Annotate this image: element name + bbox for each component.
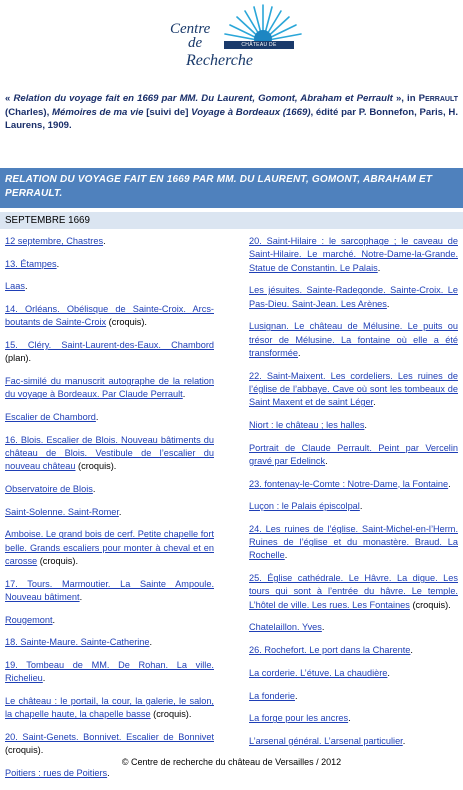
list-item (5, 731, 214, 758)
entry-link[interactable]: 20. Saint-Hilaire : le sarcophage ; le caveau de Saint-Hilaire. Le marché. Notre-Dame-la-Grande. Statue de Constantin. Le Palais (249, 236, 458, 273)
list-item (5, 659, 214, 686)
entry-suffix: . (92, 483, 96, 494)
entry-link[interactable]: Chatelaillon. Yves (249, 622, 322, 633)
list-item (249, 644, 458, 657)
list-item (5, 411, 214, 424)
entry-suffix: . (42, 673, 46, 684)
entry-suffix: . (377, 262, 381, 273)
list-item (249, 442, 458, 469)
section-band (0, 212, 463, 229)
entry-suffix: . (387, 667, 390, 678)
list-item (249, 370, 458, 410)
entry-link[interactable]: Fac-similé du manuscrit autographe de la relation du voyage à Bordeaux. Par Claude Perrault (5, 376, 214, 400)
entry-link[interactable]: 13. Étampes (5, 258, 57, 269)
entry-suffix: . (103, 236, 106, 246)
logo-text-centre: Centre (170, 21, 211, 37)
entry-suffix: . (24, 281, 28, 292)
list-item (5, 339, 214, 366)
list-item (249, 478, 458, 491)
entry-link[interactable]: 19. Tombeau de MM. De Rohan. La ville. Richelieu (5, 660, 214, 684)
entry-suffix: . (325, 455, 328, 466)
entry-link[interactable]: 14. Orléans. Obélisque de Sainte-Croix. Arcs-boutants de Sainte-Croix (5, 304, 214, 328)
entry-suffix: . (402, 735, 406, 746)
entry-link[interactable]: La fonderie (249, 690, 295, 701)
entry-suffix: . (79, 591, 83, 602)
citation-close-quote: », in (392, 93, 419, 104)
entry-link[interactable]: Le château : le portail, la cour, la galerie, le salon, la chapelle haute, la chapelle basse (5, 695, 214, 720)
list-item (5, 636, 214, 649)
section-heading: SEPTEMBRE 1669 (5, 215, 90, 226)
entry-suffix: . (321, 622, 325, 633)
logo (158, 3, 308, 71)
entry-suffix: . (52, 614, 56, 625)
entry-suffix: (plan). (5, 353, 32, 364)
sunburst-emblem-icon (218, 3, 308, 45)
list-item (5, 614, 214, 627)
entry-link[interactable]: 24. Les ruines de l’église. Saint-Michel-en-l’Herm. Ruines de l’église et du monastère. Braud. La Rochelle (249, 523, 458, 561)
list-item (249, 235, 458, 275)
entry-suffix: . (149, 637, 153, 648)
citation-voyage-title: Voyage à Bordeaux (1669) (191, 106, 311, 118)
entry-link[interactable]: Lusignan. Le château de Mélusine. Le puits ou trésor de Mélusine. La fontaine où elle a été transformée (249, 321, 458, 358)
entry-link[interactable]: 20. Saint-Genets. Bonnivet. Escalier de Bonnivet (5, 731, 214, 742)
list-item (249, 419, 458, 432)
entry-link[interactable]: Niort : le château ; les halles (249, 419, 365, 430)
entry-link[interactable]: Observatoire de Blois (5, 483, 93, 494)
list-item (5, 303, 214, 330)
citation-suivi: [suivi de] (143, 106, 192, 118)
citation-open-quote: « (5, 93, 14, 104)
entry-link[interactable]: 12 septembre, Chastres (5, 236, 104, 246)
entry-link[interactable]: La forge pour les ancres (249, 713, 349, 724)
entry-suffix: . (448, 478, 451, 489)
citation-book-title: Mémoires de ma vie (52, 106, 144, 118)
entry-link[interactable]: Saint-Solenne. Saint-Romer (5, 506, 119, 517)
list-item (249, 500, 458, 513)
entry-suffix: (croquis). (106, 317, 147, 328)
list-item (5, 258, 214, 271)
entry-link[interactable]: 26. Rochefort. Le port dans la Charente (249, 645, 411, 656)
list-item (5, 235, 214, 248)
entry-suffix: . (410, 645, 413, 656)
logo-band: CHÂTEAU DE VERSAILLES (224, 41, 294, 49)
entry-link[interactable]: Rougemont (5, 614, 53, 625)
citation-author-first: (Charles), (5, 106, 53, 118)
entry-suffix: . (107, 767, 110, 778)
entry-link[interactable]: Portrait de Claude Perrault. Peint par Vercelin gravé par Edelinck (249, 442, 458, 466)
entry-suffix: (croquis). (150, 709, 192, 720)
list-item (249, 572, 458, 612)
citation-title: Relation du voyage fait en 1669 par MM. Du Laurent, Gomont, Abraham et Perrault (13, 93, 393, 104)
entry-suffix: . (373, 397, 376, 408)
entry-link[interactable]: Les jésuites. Sainte-Radegonde. Sainte-Croix. Le Pas-Dieu. Saint-Jean. Les Arènes (249, 285, 458, 309)
entry-suffix: (croquis). (5, 745, 44, 756)
entry-link[interactable]: 18. Sainte-Maure. Sainte-Catherine (5, 637, 150, 648)
list-item (5, 375, 214, 402)
list-item (5, 695, 214, 722)
title-band (0, 168, 463, 208)
entry-suffix: . (359, 501, 363, 512)
page-title: RELATION DU VOYAGE FAIT EN 1669 PAR MM. DU LAURENT, GOMONT, ABRAHAM ET PERRAULT. (5, 174, 433, 199)
entry-suffix: . (364, 419, 367, 430)
list-item (5, 506, 214, 519)
list-item (249, 523, 458, 563)
entry-link[interactable]: Amboise. Le grand bois de cerf. Petite chapelle fort belle. Grands escaliers pour monter à cheval et en carosse (5, 529, 214, 566)
right-column (249, 235, 458, 758)
logo-text-de: de (188, 35, 203, 51)
citation-publisher: , édité par P. Bonnefon, Paris, H. Laurens, 1909. (5, 106, 458, 131)
list-item (5, 483, 214, 496)
entry-link[interactable]: Poitiers : rues de Poitiers (5, 767, 108, 778)
list-item (5, 767, 214, 780)
entry-link[interactable]: Escalier de Chambord (5, 412, 96, 423)
citation (5, 92, 458, 133)
list-item (5, 578, 214, 605)
list-item (249, 712, 458, 725)
entry-suffix: . (284, 550, 288, 561)
entry-suffix: . (118, 506, 122, 517)
entry-link[interactable]: L’arsenal général. L’arsenal particulier (249, 735, 403, 746)
list-item (249, 621, 458, 634)
logo-text-recherche: Recherche (186, 52, 253, 69)
entry-suffix: . (386, 298, 390, 309)
entry-link[interactable]: 23. fontenay-le-Comte : Notre-Dame, la Fontaine (249, 478, 449, 489)
entry-link[interactable]: Laas (5, 281, 25, 292)
entry-link[interactable]: La corderie. L’étuve. La chaudière (249, 667, 388, 678)
entry-suffix: (croquis). (37, 555, 79, 566)
entry-link[interactable]: 25. Église cathédrale. Le Hâvre. La digue. Les tours qui sont à l’entrée du hâvre. Le temple. L’hôtel de ville. Les rues. Les Fontaines (249, 573, 458, 610)
list-item (249, 690, 458, 703)
list-item (249, 735, 458, 748)
list-item (249, 284, 458, 311)
entry-suffix: . (348, 713, 351, 724)
entry-suffix: . (298, 347, 301, 358)
entry-link[interactable]: 22. Saint-Maixent. Les cordeliers. Les ruines de l’église de l’abbaye. Cave où sont les tombeaux de Saint Maxent et de saint Léger (249, 370, 458, 408)
left-column (5, 235, 214, 790)
list-item (5, 280, 214, 293)
entry-link[interactable]: 15. Cléry. Saint-Laurent-des-Eaux. Chambord (5, 340, 214, 351)
list-item (5, 528, 214, 568)
entry-suffix: . (182, 389, 186, 400)
citation-author: Perrault (418, 93, 458, 104)
entry-suffix: (croquis). (409, 599, 451, 610)
entry-suffix: . (56, 258, 60, 269)
list-item (249, 320, 458, 360)
list-item (249, 667, 458, 680)
entry-suffix: . (95, 412, 99, 423)
footer-copyright: © Centre de recherche du château de Versailles / 2012 (121, 757, 342, 767)
entry-suffix: (croquis). (75, 461, 117, 472)
list-item (5, 434, 214, 474)
entry-link[interactable]: 16. Blois. Escalier de Blois. Nouveau bâtiments du château de Blois. Vestibule de l’escalier du nouveau château (5, 434, 214, 472)
entry-link[interactable]: 17. Tours. Marmoutier. La Sainte Ampoule. Nouveau bâtiment (5, 578, 214, 602)
entry-suffix: . (294, 690, 298, 701)
entry-link[interactable]: Luçon : le Palais épiscolpal (249, 501, 360, 512)
